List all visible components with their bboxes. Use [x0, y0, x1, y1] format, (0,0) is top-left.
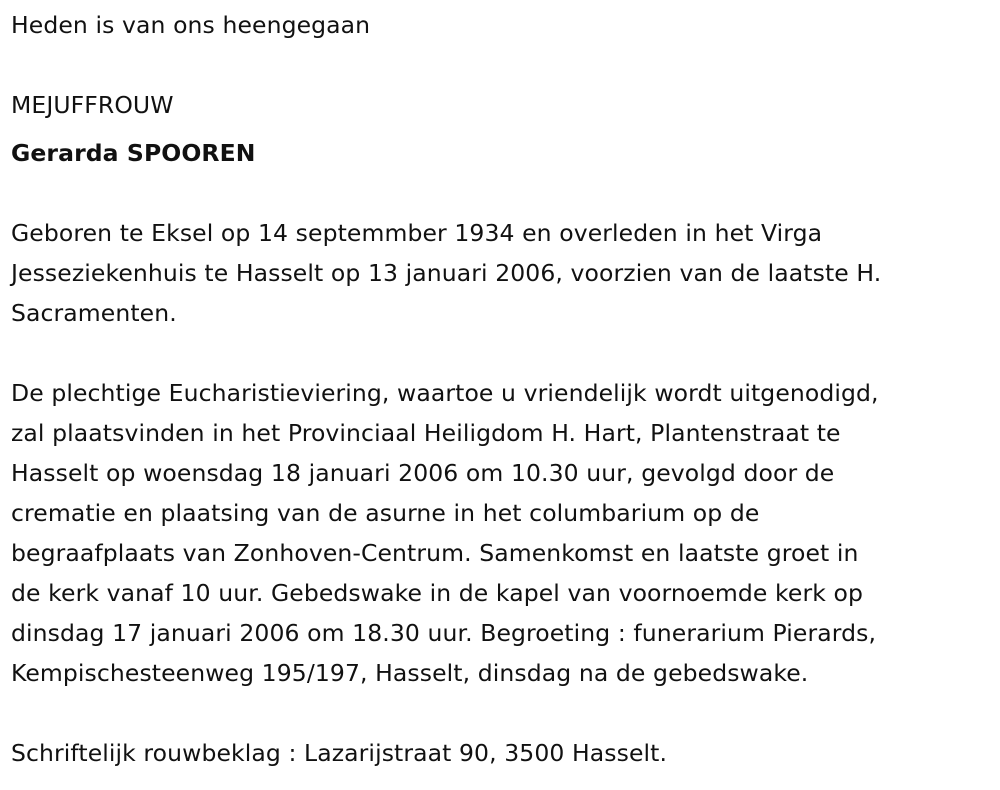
ceremony-line: De plechtige Eucharistieviering, waartoe u vriendelijk wordt uitgenodigd, [11, 379, 879, 407]
ceremony-line: dinsdag 17 januari 2006 om 18.30 uur. Begroeting : funerarium Pierards, [11, 619, 877, 647]
salutation: MEJUFFROUW [11, 91, 174, 119]
ceremony-line: zal plaatsvinden in het Provinciaal Heiligdom H. Hart, Plantenstraat te [11, 419, 841, 447]
deceased-name: Gerarda SPOOREN [11, 139, 256, 167]
birth-line: Jesseziekenhuis te Hasselt op 13 januari 2006, voorzien van de laatste H. [11, 259, 882, 287]
birth-line: Sacramenten. [11, 299, 177, 327]
ceremony-line: de kerk vanaf 10 uur. Gebedswake in de kapel van voornoemde kerk op [11, 579, 864, 607]
ceremony-line: Hasselt op woensdag 18 januari 2006 om 10.30 uur, gevolgd door de [11, 459, 835, 487]
condolence-address: Schriftelijk rouwbeklag : Lazarijstraat 90, 3500 Hasselt. [11, 739, 668, 767]
ceremony-line: crematie en plaatsing van de asurne in het columbarium op de [11, 499, 760, 527]
intro-line: Heden is van ons heengegaan [11, 11, 371, 39]
birth-line: Geboren te Eksel op 14 septemmber 1934 en overleden in het Virga [11, 219, 823, 247]
ceremony-line: begraafplaats van Zonhoven-Centrum. Samenkomst en laatste groet in [11, 539, 859, 567]
ceremony-line: Kempischesteenweg 195/197, Hasselt, dinsdag na de gebedswake. [11, 659, 809, 687]
